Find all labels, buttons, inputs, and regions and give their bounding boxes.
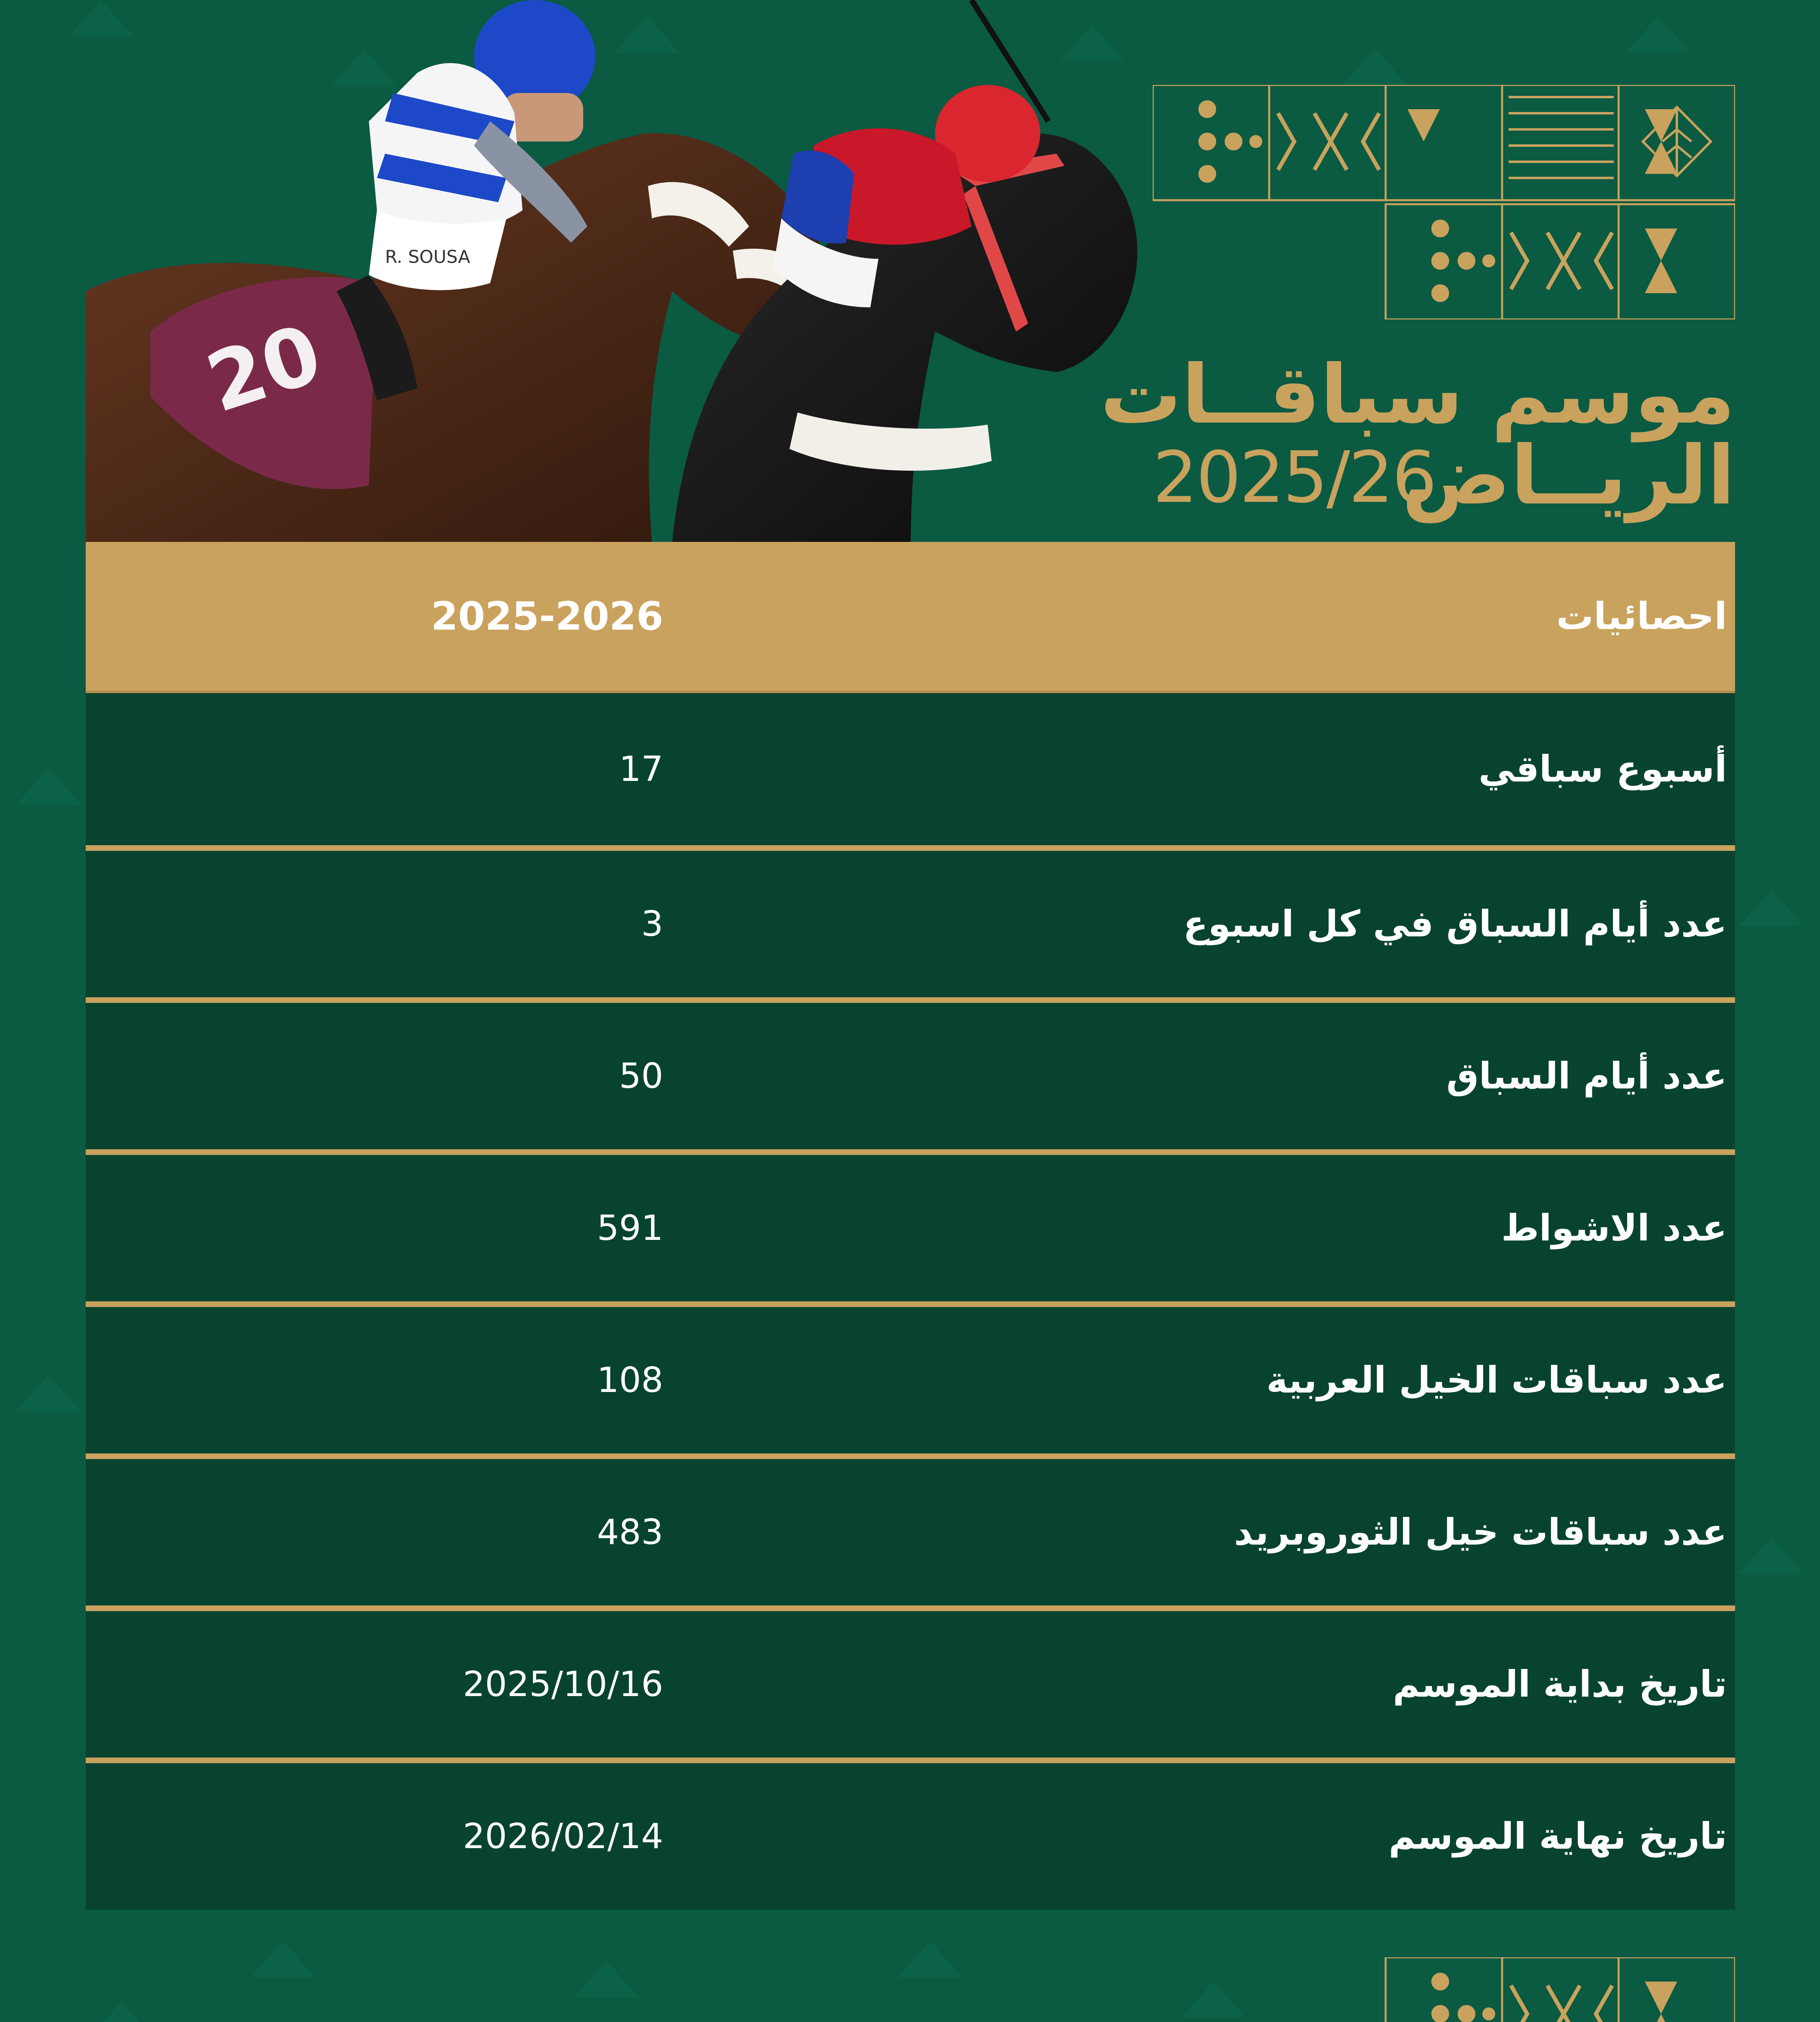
table-row [86,1301,1735,1453]
table-row [86,1758,1735,1910]
row-value: 2026/02/14 [463,1816,663,1857]
row-value: 2025/10/16 [463,1664,663,1705]
table-row [86,1149,1735,1301]
statistics-table [86,542,1735,1910]
header-label: احصائيات [1556,594,1727,638]
table-header [86,542,1735,693]
row-label: أسبوع سباقي [1478,748,1727,791]
row-label: عدد أيام السباق في كل اسبوع [1183,903,1727,945]
page-title-line2: الريــاض [1401,429,1735,523]
season-year: 2025/26 [1153,437,1436,519]
svg-text:20: 20 [196,307,332,431]
header-value: 2025-2026 [431,594,663,639]
table-row [86,1453,1735,1605]
row-value: 108 [597,1360,663,1400]
page-title-line1: موسم سباقــات [1100,348,1735,442]
row-value: 483 [597,1512,663,1552]
row-label: عدد الاشواط [1501,1207,1727,1250]
table-row [86,693,1735,845]
row-value: 591 [597,1208,663,1248]
table-row [86,997,1735,1149]
row-value: 3 [641,904,663,944]
row-label: عدد أيام السباق [1446,1055,1727,1098]
hero-photo [86,0,1137,542]
row-label: تاريخ بداية الموسم [1393,1663,1727,1706]
row-label: تاريخ نهاية الموسم [1388,1815,1727,1858]
svg-text:R. SOUSA: R. SOUSA [385,247,470,267]
table-row [86,1605,1735,1758]
decorative-pattern-bottom [1153,1957,1735,2022]
row-label: عدد سباقات خيل الثوروبريد [1234,1511,1727,1554]
row-label: عدد سباقات الخيل العربية [1266,1359,1727,1402]
row-value: 50 [619,1056,663,1096]
decorative-pattern-top [1153,85,1735,319]
table-row [86,845,1735,997]
row-value: 17 [619,749,663,789]
